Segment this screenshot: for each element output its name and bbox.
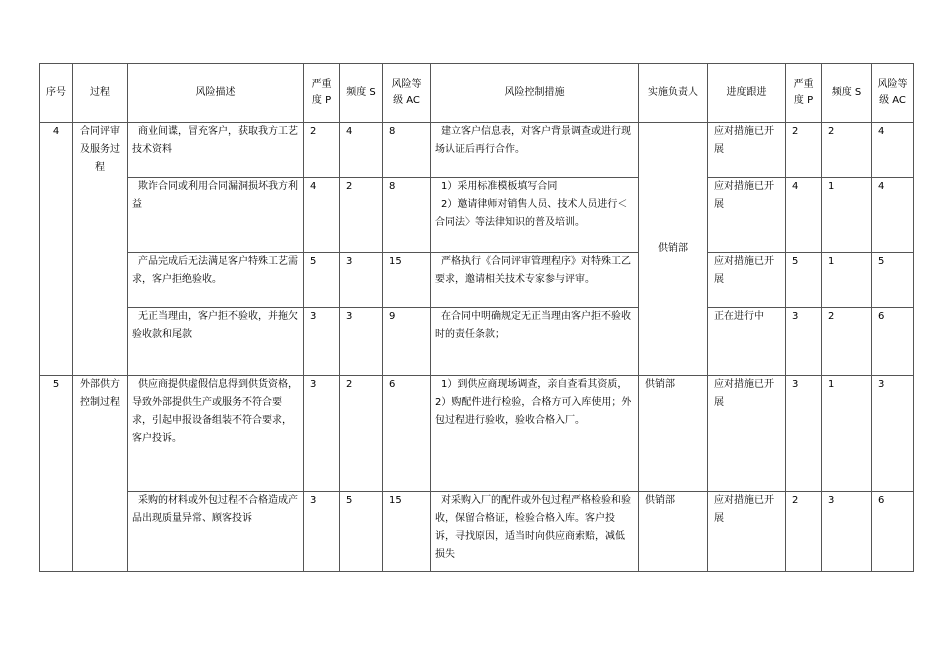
- severity-after: 3: [786, 376, 822, 492]
- severity-value: 3: [304, 376, 340, 492]
- frequency-after: 1: [822, 253, 872, 308]
- table-row: [40, 308, 914, 376]
- table-row: [40, 376, 914, 492]
- frequency-value: 2: [340, 178, 383, 253]
- risk-level-after: 4: [872, 123, 914, 178]
- risk-description: 无正当理由，客户拒不验收，并拖欠验收款和尾款: [128, 308, 304, 376]
- group-process: 合同评审及服务过程: [73, 123, 128, 376]
- progress-status: 应对措施已开展: [708, 123, 786, 178]
- risk-description: 供应商提供虚假信息得到供货资格，导致外部提供生产或服务不符合要求，引起申报设备组装不符合要求，客户投诉。: [128, 376, 304, 492]
- progress-status: 应对措施已开展: [708, 376, 786, 492]
- control-line: 2）购配件进行检验，合格方可入库使用；外包过程进行验收，验收合格入厂。: [435, 397, 632, 426]
- risk-table: [39, 63, 914, 572]
- progress-status: 应对措施已开展: [708, 178, 786, 253]
- severity-after: 2: [786, 123, 822, 178]
- risk-description: 商业间谍，冒充客户，获取我方工艺技术资料: [128, 123, 304, 178]
- control-measure: [431, 376, 639, 492]
- severity-after: 3: [786, 308, 822, 376]
- severity-after: 4: [786, 178, 822, 253]
- severity-value: 3: [304, 308, 340, 376]
- severity-after: 2: [786, 492, 822, 572]
- progress-status: 应对措施已开展: [708, 492, 786, 572]
- table-row: [40, 253, 914, 308]
- group-no: 5: [40, 376, 73, 572]
- severity-value: 2: [304, 123, 340, 178]
- frequency-after: 1: [822, 178, 872, 253]
- control-measure: 严格执行《合同评审管理程序》对特殊工乙要求，邀请相关技术专家参与评审。: [431, 253, 639, 308]
- risk-level-after: 6: [872, 308, 914, 376]
- table-header-row: [40, 64, 914, 123]
- risk-level-value: 15: [383, 492, 431, 572]
- risk-level-value: 9: [383, 308, 431, 376]
- risk-level-after: 4: [872, 178, 914, 253]
- severity-value: 3: [304, 492, 340, 572]
- frequency-after: 2: [822, 308, 872, 376]
- header-frequency: 频度 S: [340, 64, 383, 123]
- risk-level-after: 6: [872, 492, 914, 572]
- header-control: 风险控制措施: [431, 64, 639, 123]
- header-severity: 严重度 P: [304, 64, 340, 123]
- header-progress: 进度跟进: [708, 64, 786, 123]
- header-risk-level: 风险等级 AC: [383, 64, 431, 123]
- frequency-value: 3: [340, 308, 383, 376]
- frequency-value: 5: [340, 492, 383, 572]
- control-line: 1）到供应商现场调查，亲自查看其资质，: [441, 379, 628, 390]
- risk-level-value: 6: [383, 376, 431, 492]
- group-no: 4: [40, 123, 73, 376]
- owner-cell: 供销部: [639, 376, 708, 492]
- header-frequency-2: 频度 S: [822, 64, 872, 123]
- frequency-value: 3: [340, 253, 383, 308]
- control-line: 1）采用标准模板填写合同: [441, 181, 558, 192]
- risk-level-value: 8: [383, 123, 431, 178]
- progress-status: 应对措施已开展: [708, 253, 786, 308]
- risk-level-value: 15: [383, 253, 431, 308]
- control-measure: 在合同中明确规定无正当理由客户拒不验收时的责任条款；: [431, 308, 639, 376]
- frequency-value: 4: [340, 123, 383, 178]
- severity-value: 4: [304, 178, 340, 253]
- risk-description: 采购的材料或外包过程不合格造成产品出现质量异常、顾客投诉: [128, 492, 304, 572]
- severity-value: 5: [304, 253, 340, 308]
- progress-status: 正在进行中: [708, 308, 786, 376]
- frequency-after: 3: [822, 492, 872, 572]
- frequency-value: 2: [340, 376, 383, 492]
- table-row: [40, 123, 914, 178]
- risk-description: 欺诈合同或利用合同漏洞损坏我方利益: [128, 178, 304, 253]
- header-no: 序号: [40, 64, 73, 123]
- table-row: [40, 492, 914, 572]
- header-risk-level-2: 风险等级 AC: [872, 64, 914, 123]
- risk-level-after: 5: [872, 253, 914, 308]
- frequency-after: 1: [822, 376, 872, 492]
- header-owner: 实施负责人: [639, 64, 708, 123]
- risk-level-after: 3: [872, 376, 914, 492]
- risk-description: 产品完成后无法满足客户特殊工艺需求，客户拒绝验收。: [128, 253, 304, 308]
- risk-level-value: 8: [383, 178, 431, 253]
- control-line: 2）邀请律师对销售人员、技术人员进行＜合同法〉等法律知识的普及培训。: [435, 199, 628, 228]
- group-process: 外部供方控制过程: [73, 376, 128, 572]
- header-process: 过程: [73, 64, 128, 123]
- control-measure: [431, 178, 639, 253]
- owner-cell: 供销部: [639, 492, 708, 572]
- header-severity-2: 严重度 P: [786, 64, 822, 123]
- control-measure: 对采购入厂的配件或外包过程严格检验和验收，保留合格证，检验合格入库。客户投诉，寻找原因，适当时向供应商索赔，减低损失: [431, 492, 639, 572]
- control-measure: 建立客户信息表，对客户背景调查或进行现场认证后再行合作。: [431, 123, 639, 178]
- owner-cell: 供销部: [639, 123, 708, 376]
- table-row: [40, 178, 914, 253]
- header-risk-desc: 风险描述: [128, 64, 304, 123]
- severity-after: 5: [786, 253, 822, 308]
- frequency-after: 2: [822, 123, 872, 178]
